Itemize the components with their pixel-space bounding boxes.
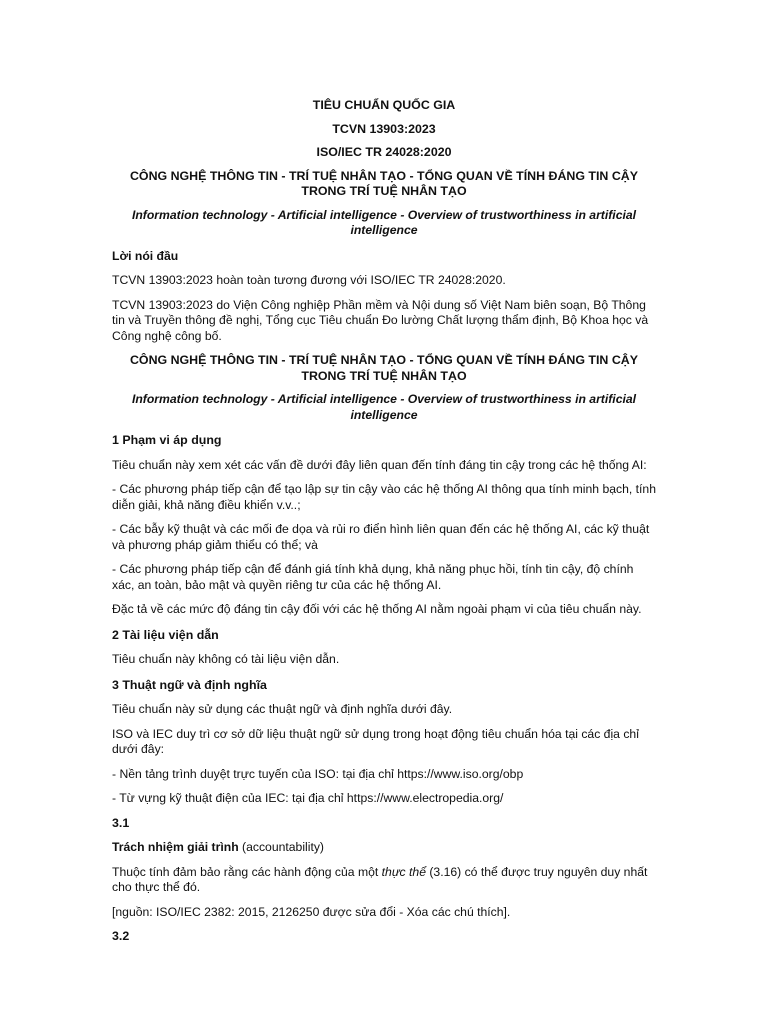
section-1-intro: Tiêu chuẩn này xem xét các vấn đề dưới đây liên quan đến tính đáng tin cậy trong các hệ thống AI: — [112, 457, 647, 472]
foreword-paragraph-1: TCVN 13903:2023 hoàn toàn tương đương với ISO/IEC TR 24028:2020. — [112, 273, 506, 287]
document-page — [112, 96, 656, 945]
section-2-heading: 2 Tài liệu viện dẫn — [112, 627, 219, 642]
document-title-en-repeat: Information technology - Artificial intelligence - Overview of trustworthiness in artificial intelligence — [131, 392, 637, 422]
term-3-1-def-pre: Thuộc tính đảm bảo rằng các hành động của một — [112, 864, 382, 879]
term-3-1-def-italic: thực thể — [381, 864, 426, 879]
term-3-1-source: [nguồn: ISO/IEC 2382: 2015, 2126250 được sửa đổi - Xóa các chú thích]. — [112, 904, 511, 919]
term-3-2-number: 3.2 — [112, 929, 130, 943]
document-title-en: Information technology - Artificial intelligence - Overview of trustworthiness in artificial intelligence — [131, 207, 637, 237]
iso-code: ISO/IEC TR 24028:2020 — [316, 145, 452, 159]
section-3-heading: 3 Thuật ngữ và định nghĩa — [112, 677, 267, 692]
section-1-heading: 1 Phạm vi áp dụng — [112, 433, 222, 447]
document-title-vn: CÔNG NGHỆ THÔNG TIN - TRÍ TUỆ NHÂN TẠO - TỔNG QUAN VỀ TÍNH ĐÁNG TIN CẬY TRONG TRÍ TUỆ NHÂN TẠO — [129, 168, 638, 198]
section-3-paragraph-2: ISO và IEC duy trì cơ sở dữ liệu thuật ngữ sử dụng trong hoạt động tiêu chuẩn hóa tại các địa chỉ dưới đây: — [112, 726, 639, 756]
section-3-paragraph-1: Tiêu chuẩn này sử dụng các thuật ngữ và định nghĩa dưới đây. — [112, 702, 453, 716]
section-1-item: - Các phương pháp tiếp cận để đánh giá tính khả dụng, khả năng phục hồi, tính tin cậy, độ chính xác, an toàn, bảo mật và quyền riêng tư của các hệ thống AI. — [112, 562, 634, 592]
section-1-item: - Các bẫy kỹ thuật và các mối đe dọa và rủi ro điển hình liên quan đến các hệ thống AI, các kỹ thuật và phương pháp giảm thiểu có thể; và — [112, 522, 650, 552]
section-1-outro: Đặc tả về các mức độ đáng tin cậy đối với các hệ thống AI nằm ngoài phạm vi của tiêu chuẩn này. — [112, 602, 642, 616]
document-title-vn-repeat: CÔNG NGHỆ THÔNG TIN - TRÍ TUỆ NHÂN TẠO - TỔNG QUAN VỀ TÍNH ĐÁNG TIN CẬY TRONG TRÍ TUỆ NHÂN TẠO — [129, 353, 638, 383]
foreword-paragraph-2: TCVN 13903:2023 do Viện Công nghiệp Phần mềm và Nội dung số Việt Nam biên soạn, Bộ Thông tin và Truyền thông đề nghị, Tổng cục Tiêu chuẩn Đo lường Chất lượng thẩm định, Bộ Khoa học và Công nghệ công bố. — [112, 297, 649, 343]
foreword-heading: Lời nói đầu — [112, 248, 179, 263]
section-2-text: Tiêu chuẩn này không có tài liệu viện dẫn. — [112, 652, 340, 666]
section-3-item-iso: - Nền tảng trình duyệt trực tuyến của ISO: tại địa chỉ https://www.iso.org/obp — [112, 766, 524, 781]
term-3-1-def-post: (3.16) có thể được truy nguyên duy nhất cho thực thể đó. — [112, 864, 648, 894]
term-3-1-definition — [112, 865, 656, 896]
section-1-item: - Các phương pháp tiếp cận để tạo lập sự tin cậy vào các hệ thống AI thông qua tính minh bạch, tính diễn giải, khả năng điều khiển v.v..; — [112, 482, 656, 512]
term-3-1-heading — [112, 840, 656, 856]
section-3-item-iec: - Từ vựng kỹ thuật điện của IEC: tại địa chỉ https://www.electropedia.org/ — [112, 791, 504, 805]
standard-code: TCVN 13903:2023 — [332, 121, 436, 136]
national-standard-title: TIÊU CHUẨN QUỐC GIA — [312, 98, 456, 112]
term-3-1-name: Trách nhiệm giải trình — [112, 840, 239, 854]
term-3-1-number: 3.1 — [112, 815, 130, 830]
term-3-1-english: (accountability) — [238, 840, 324, 854]
